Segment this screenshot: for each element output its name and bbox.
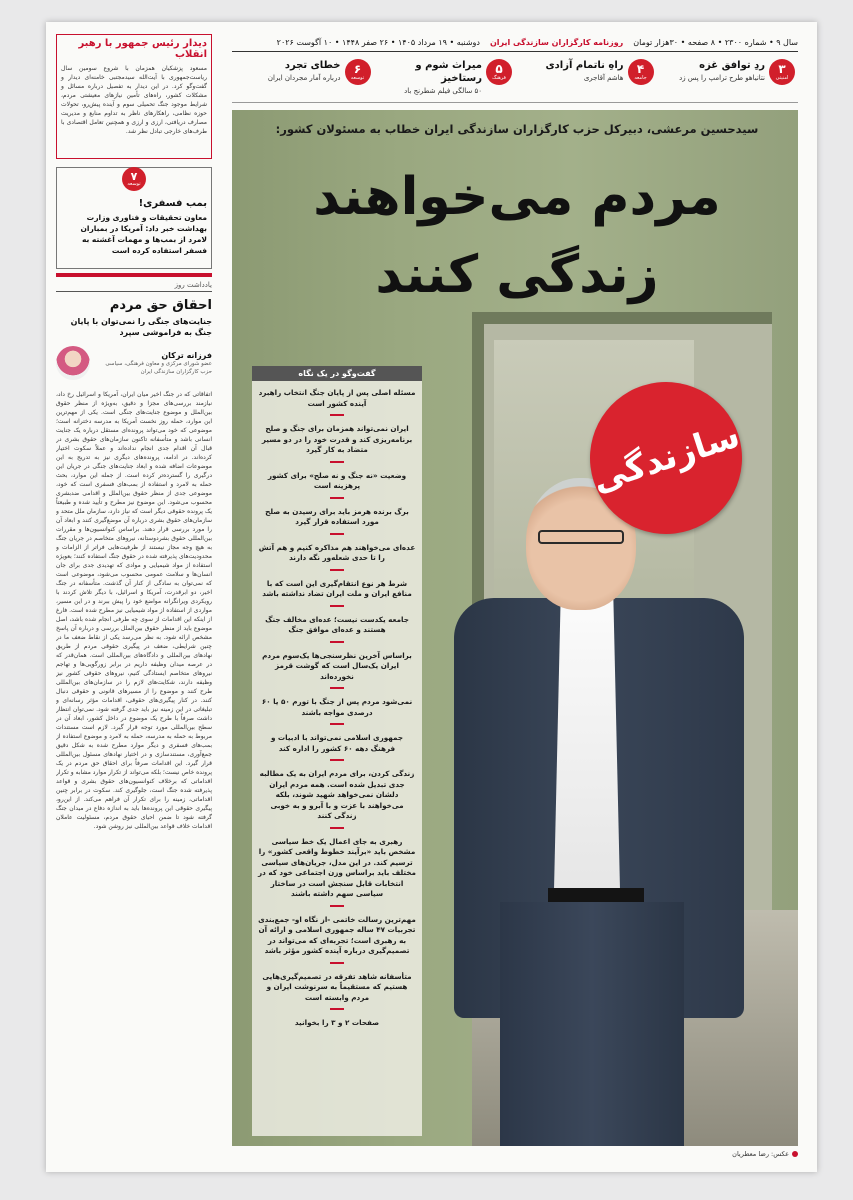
quote-item: وضعیت «نه جنگ و نه صلح» برای کشور پرهزینه است	[258, 468, 416, 504]
sazandegi-logo-badge: سازندگی	[570, 362, 762, 554]
read-more-link[interactable]: صفحات ۲ و ۳ را بخوانید	[294, 1018, 380, 1027]
sidebar-title: گفت‌وگو در یک نگاه	[252, 366, 422, 381]
belt	[548, 888, 644, 902]
quote-item: نمی‌شود مردم پس از جنگ با تورم ۵۰ یا ۶۰ درصدی مواجه باشند	[258, 694, 416, 730]
issue-date: دوشنبه • ۱۹ مرداد ۱۴۰۵ • ۲۶ صفر ۱۴۴۸ • ۱۰ آگوست ۲۰۲۶	[276, 38, 480, 47]
teaser-item[interactable]	[374, 55, 516, 102]
column-body: اتفاقاتی که در جنگ اخیر میان ایران، آمریکا و اسرائیل رخ داد، نیازمند بررسی‌های مجزا و دقیق، به‌ویژه از منظر حقوق بین‌الملل و موضوع جنایت‌های جنگی است. یکی از مهم‌ترین این موارد، حمله روز نخست آمریکا به مدرسه دخترانه است؛ موضوعی که خود می‌تواند پرونده‌ای مستقل درباره یک جنایت انسانی باشد و متأسفانه تاکنون سازمان‌های حقوق بشری در قبال آن اقدام جدی انجام نداده‌اند و عملاً سکوت اختیار کرده‌اند. در ادامه، پرونده‌های دیگری نیز به تدریج به این موضوعات اضافه شده و ابعاد جنایت‌های جنگی در جریان این درگیری را گسترده‌تر کرده است. از جمله این موارد، بحث حمله به لامرد و استفاده از بمب‌های فسفری است که خود، موضوعی جدی از منظر حقوق بین‌الملل و اقدامی ضدبشری محسوب می‌شود. این موضوع نیز مطرح و تأیید شده و طبیعتاً یک پرونده حقوقی دیگر است که نیاز دارد، سازمان ملل متحد و سازمان‌های حقوق بشری درباره آن موضع‌گیری کنند و ابعاد آن را مورد بررسی قرار دهند. براساس کنوانسیون‌ها و مقررات بین‌المللی حقوق بشردوستانه، نیروهای متخاصم در جریان جنگ به هیچ وجه مجاز نیستند از ظرفیت‌هایی فراتر از الزامات و محدودیت‌های پذیرفته شده در حقوق جنگ استفاده کنند؛ بعویژه استفاده از مواد شیمیایی و موادی که تهدیدی جدی برای جان انسان‌ها و سلامت عمومی محسوب می‌شود، موضوعی است که نمی‌توان به سادگی از کنار آن گذشت. متأسفانه در جنگ اخیر، دو ابرقدرت، آمریکا و اسرائیل، با دیگر تلاش کردند با رویکردی ویرانگرانه مواضع خود را پیش ببرند و در این مسیر، مواردی از استفاده از مواد شیمیایی نیز مطرح شده است. فارغ از اینکه این اقدامات از سوی چه طرفی انجام شده باشد، اصل موضوع باید از منظر حقوق بین‌الملل بررسی و درباره آن پاسخ مشخص ارائه شود. به نظر می‌رسد یکی از نقاط ضعف ما در چنین شرایطی، ضعف در پیگیری حقوقی مردم از طریق نهادهای بین‌المللی و دادگاه‌های بین‌المللی است. همان‌قدر که در عرصه میدان وظیفه داریم در برابر زورگویی‌ها و تهاجم نیروهای متخاصم ایستادگی کنیم، نیروهای حقوقی کشور نیز وظیفه دارند، شکایت‌های لازم را در سازمان‌های بین‌المللی طرح کنند و موضوع را از مسیرهای قانونی و حقوقی دنبال کنند. در کنار پیگیری‌های حقوقی، اقدامات مؤثر رسانه‌ای و تبلیغاتی در این زمینه نیز باید جدی گرفته شود. نمی‌توان انتظار داشت صرفاً با طرح یک موضوع در داخل کشور، ابعاد آن در سطح بین‌المللی مورد توجه قرار گیرد. لازم است مستندات مربوط به حمله به مدرسه، حمله به لامرد و موضوع استفاده از بمب‌های فسفری و دیگر موارد مطرح شده به شکل دقیق جمع‌آوری، مستندسازی و در اختیار نهادهای مسئول بین‌المللی قرار گیرد. این اقدامات صرفاً برای احقاق حق مردم در یک پرونده خاص نیست؛ بلکه می‌تواند از تکرار موارد مشابه و تکرار اقداماتی که برخلاف کنوانسیون‌های حقوق بشری و قواعد پذیرفته شده جنگ است، جلوگیری کند. سکوت در برابر چنین اقداماتی، زمینه را برای تکرار آن فراهم می‌کند. از این‌رو، پیگیری حقوقی این پرونده‌ها باید به اندازه دفاع در میدان جنگ گرفته شود تا ضمن احیای حقوق مردم، مسئولیت عاملان اقدامات خلاف قواعد بین‌المللی نیز روشن شود.	[56, 391, 212, 830]
headline[interactable]	[262, 158, 772, 314]
page-number-badge: ۴ جامعه	[628, 59, 654, 85]
quote-item: جامعه یکدست نیست؛ عده‌ای مخالف جنگ هستند و عده‌ای موافق جنگ	[258, 612, 416, 648]
teaser-strip	[232, 55, 798, 103]
quote-item: براساس آخرین نظرسنجی‌ها یک‌سوم مردم ایران یک‌سال است که گوشت قرمز نخورده‌اند	[258, 648, 416, 695]
left-column	[56, 34, 212, 1112]
issue-info: سال ۹ • شماره ۲۳۰۰ • ۸ صفحه • ۳۰هزار تومان	[633, 38, 798, 47]
section-label: یادداشت روز	[56, 281, 212, 292]
teaser-sub: هاشم آقاجری	[583, 74, 624, 82]
quote-item: جمهوری اسلامی نمی‌تواند با ادبیات و فرهنگ دهه ۶۰ کشور را اداره کند	[258, 730, 416, 766]
trousers	[500, 902, 684, 1146]
quote-item: عده‌ای می‌خواهند هم مذاکره کنیم و هم آتش را تا حدی شعله‌ور نگه دارند	[258, 540, 416, 576]
quote-item: ایران نمی‌تواند همزمان برای جنگ و صلح برنامه‌ریزی کند و قدرت خود را در دو مسیر متضاد به کار گیرد	[258, 421, 416, 468]
cover-photo-panel	[232, 110, 798, 1146]
interview-at-a-glance	[252, 366, 422, 1136]
quote-item: برگ برنده هرمز باید برای رسیدن به صلح مورد استفاده قرار گیرد	[258, 504, 416, 540]
paper-name: روزنامه کارگزاران سازندگی ایران	[489, 38, 624, 47]
author-block	[56, 346, 212, 380]
teaser-sub: نتانیاهو طرح ترامپ را پس زد	[679, 74, 765, 82]
news-box-text: مسعود پزشکیان همزمان با شروع سومین سال ریاست‌جمهوری با آیت‌الله سیدمجتبی خامنه‌ای دیدار و گفت‌وگو کرد. در این دیدار به تفصیل درباره مسائل و مشکلات کشور، راه‌های تأمین نیازهای معیشتی مردم، شرایط موجود جنگ تحمیلی سوم و آینده پیش‌رو، تحولات حوزه نظامی، راهکارهای ناظر به تداوم منابع و مدیریت مصارف دریافتی، ارزی و ارزی و همچنین تعامل اقتصادی با طرف‌های خارجی تبادل نظر شد.	[61, 65, 207, 135]
masthead	[232, 34, 798, 52]
quote-item: شرط هر نوع انتقام‌گیری این است که با منافع ایران و ملت ایران تضاد نداشته باشد	[258, 576, 416, 612]
news-box-title: دیدار رئیس جمهور با رهبر انقلاب	[78, 38, 207, 60]
teaser-sub: درباره آمار مجردان ایران	[267, 74, 341, 82]
quote-item: زندگی کردن، برای مردم ایران به یک مطالبه جدی تبدیل شده است. همه مردم ایران دلشان نمی‌خواهد شهید شوند، بلکه می‌خواهند با عزت و با آبرو و به خوبی زندگی کنند	[258, 766, 416, 834]
quote-item: متأسفانه شاهد تفرقه در تصمیم‌گیری‌هایی هستیم که مستقیماً به سرنوشت ایران و مردم وابسته است	[258, 969, 416, 1016]
page-number-badge: ۷ توسعه	[122, 167, 146, 191]
shirt	[554, 600, 620, 890]
quote-item: مسئله اصلی پس از پایان جنگ انتخاب راهبرد آینده کشور است	[258, 385, 416, 421]
quote-item: مهم‌ترین رسالت خاتمی -از نگاه او- جمع‌بندی تجربیات ۴۷ ساله جمهوری اسلامی و ارائه آن به رهبری است؛ تجربه‌ای که می‌تواند در تصمیم‌گیری درباره آینده کشور مؤثر باشد	[258, 912, 416, 969]
teaser-item[interactable]	[515, 55, 657, 102]
teaser-item[interactable]	[232, 55, 374, 102]
author-role: عضو شورای مرکزی و معاون فرهنگی، سیاسی حزب کارگزاران سازندگی ایران	[105, 360, 212, 375]
page-number-badge: ۶ توسعه	[345, 59, 371, 85]
headline-kicker: سیدحسین مرعشی، دبیرکل حزب کارگزاران سازندگی ایران خطاب به مسئولان کشور:	[275, 122, 759, 136]
news-box-title: بمب فسفری!	[138, 198, 207, 209]
teaser-title: میراث شوم و رستاخیز	[415, 60, 482, 84]
page-number-badge: ۵ فرهنگ	[486, 59, 512, 85]
news-box-phosphorus[interactable]	[56, 167, 212, 269]
teaser-title: خطای تجرد	[284, 60, 341, 71]
glasses	[538, 530, 624, 544]
newspaper-front-page	[46, 22, 817, 1172]
teaser-title: ردِ توافق غزه	[699, 60, 765, 71]
headline-line: زندگی کنند	[375, 245, 659, 305]
author-name: فرزانه ترکان	[161, 350, 212, 360]
teaser-sub: ۵۰ سالگی فیلم شطرنج باد	[404, 87, 482, 95]
avatar	[56, 346, 90, 380]
headline-line: مردم می‌خواهند	[313, 167, 721, 227]
page-number-badge: ۳ امنیتی	[769, 59, 795, 85]
column-subtitle: جنایت‌های جنگی را نمی‌توان با پایان جنگ به فراموشی سپرد	[70, 317, 212, 337]
news-box-text: معاون تحقیقات و فناوری وزارت بهداشت خبر داد: آمریکا در بمباران لامرد از بمب‌ها و مهمات آغشته به فسفر استفاده کرده است	[80, 213, 207, 255]
teaser-item[interactable]	[657, 55, 799, 102]
news-box-president[interactable]	[56, 34, 212, 159]
teaser-title: راهِ ناتمام آزادی	[545, 60, 624, 71]
column-title[interactable]: احقاق حق مردم	[109, 298, 212, 313]
divider	[56, 273, 212, 277]
portrait-person	[444, 478, 744, 1146]
photo-credit: عکس: رضا معطریان	[232, 1150, 798, 1158]
quote-item: رهبری به جای اعمال یک خط سیاسی مشخص باید «برآیند خطوط واقعی کشور» را ترسیم کند. در این مدل، جریان‌های سیاسی مختلف باید براساس وزن اجتماعی خود که در انتخابات قابل سنجش است در ساختار سیاسی سهم داشته باشند	[258, 834, 416, 912]
